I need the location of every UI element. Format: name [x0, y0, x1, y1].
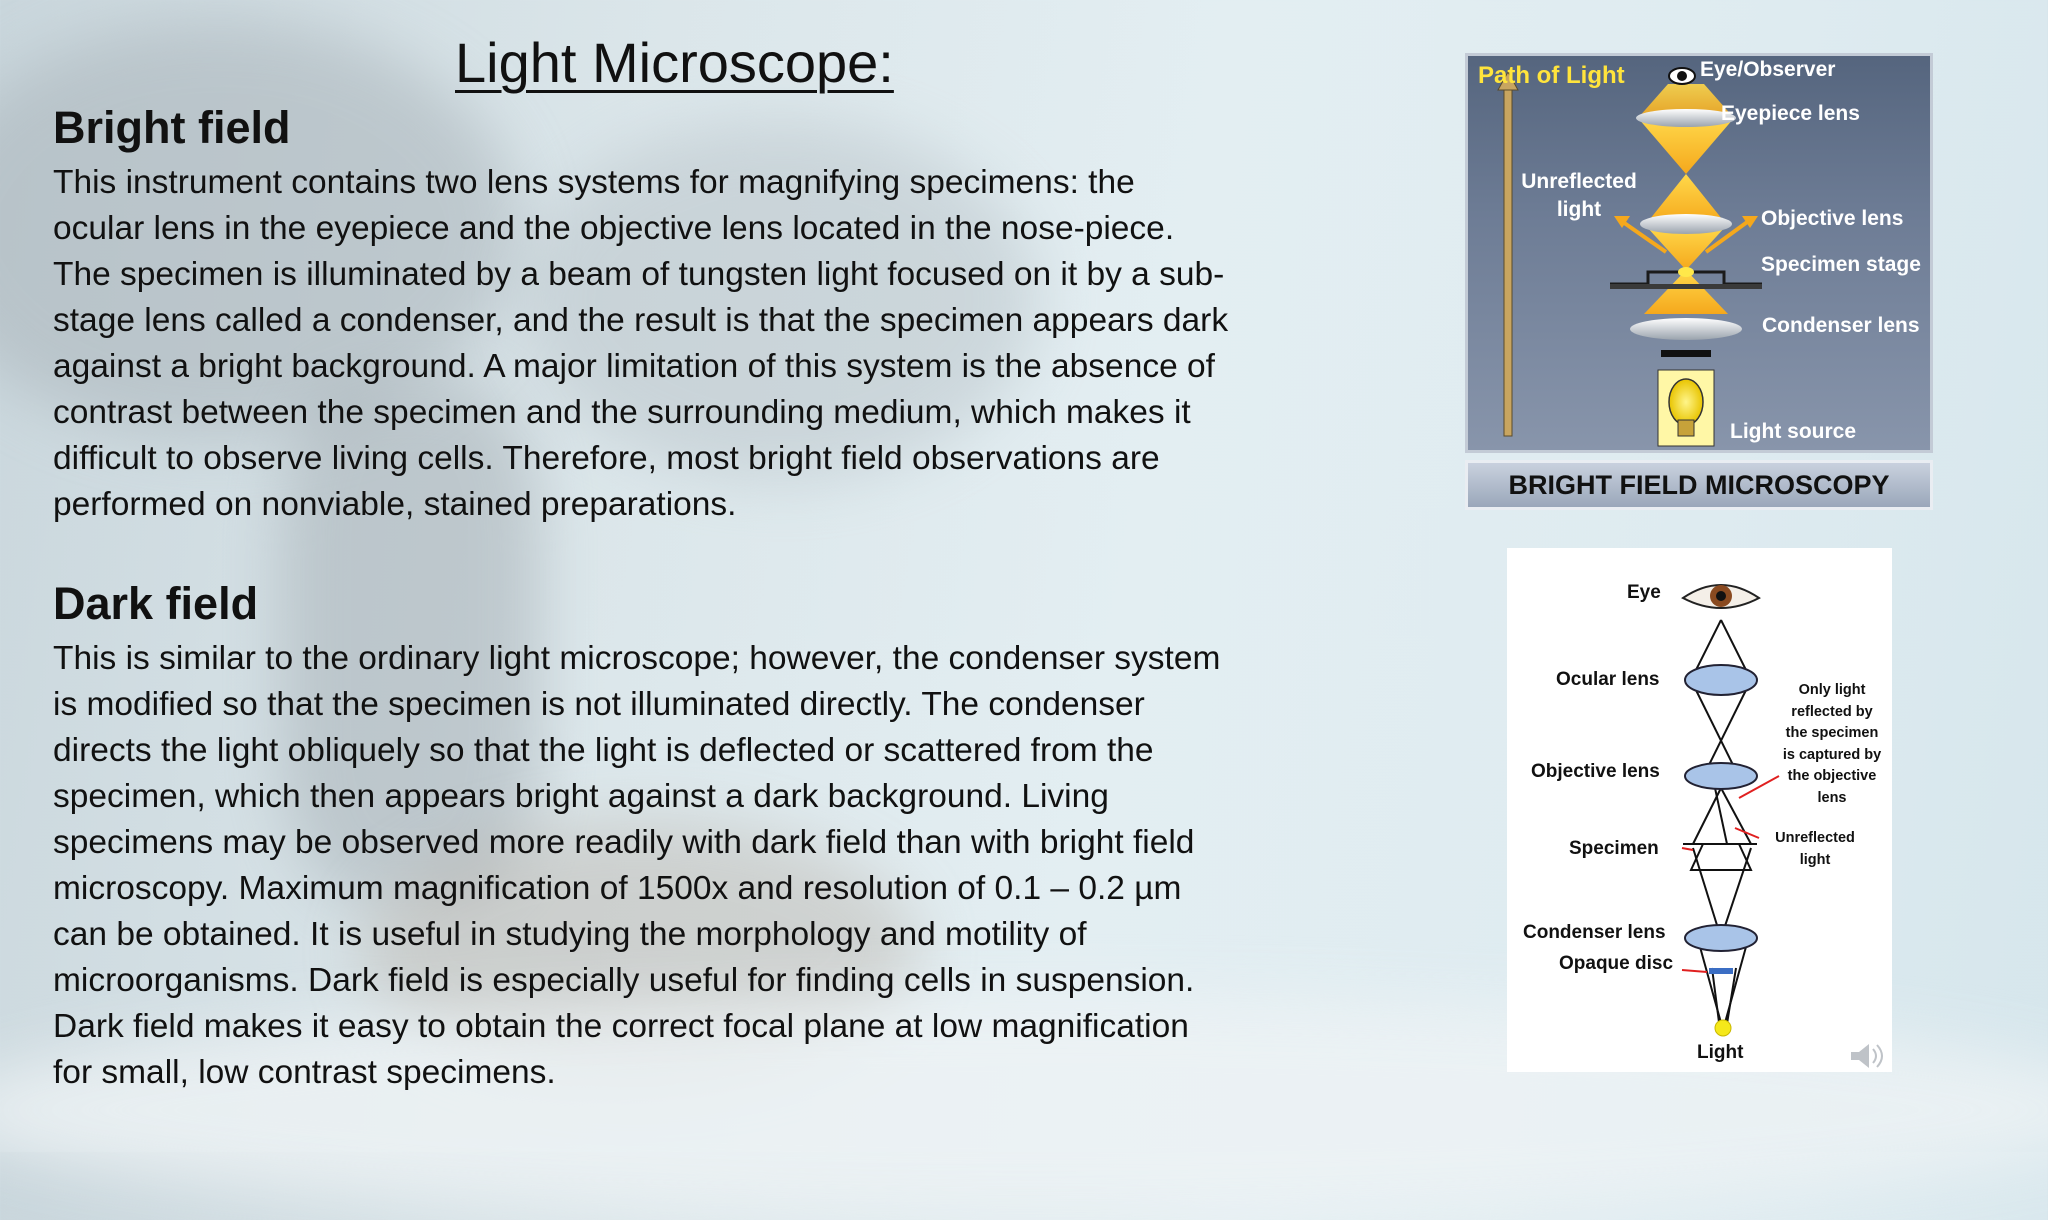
paragraph-line: contrast between the specimen and the surrounding medium, which makes it: [53, 394, 1191, 431]
note-line: the objective: [1787, 768, 1877, 784]
paragraph-line: is modified so that the specimen is not illuminated directly. The condenser: [53, 686, 1145, 723]
paragraph-line: against a bright background. A major limitation of this system is the absence of: [53, 348, 1215, 385]
eye-observer-label: Eye/Observer: [1700, 58, 1836, 81]
paragraph-line: Dark field makes it easy to obtain the correct focal plane at low magnification: [53, 1008, 1189, 1045]
specimen-stage-shape: [1610, 284, 1762, 289]
objective-lens-label: Objective lens: [1531, 761, 1660, 782]
note-line: light: [1799, 851, 1831, 868]
condenser-lens-label: Condenser lens: [1523, 922, 1666, 943]
path-arrow-shaft: [1504, 86, 1512, 436]
objective-lens-shape: [1685, 763, 1757, 789]
bulb-base: [1678, 420, 1694, 436]
bulb-shape: [1669, 379, 1703, 425]
reflected-light-note: [1777, 680, 1887, 809]
paragraph-line: specimens may be observed more readily with dark field than with bright field: [53, 824, 1195, 861]
specimen-stage-label: Specimen stage: [1761, 253, 1921, 276]
eye-icon: [1669, 68, 1695, 84]
bright-field-diagram: [1465, 53, 1933, 453]
condenser-lens-shape: [1685, 925, 1757, 951]
note-line: Unreflected: [1775, 830, 1855, 846]
note-line: reflected by: [1791, 703, 1873, 720]
dark-field-heading: Dark field: [53, 578, 259, 629]
light-source-label: Light source: [1730, 420, 1857, 443]
paragraph-line: The specimen is illuminated by a beam of tungsten light focused on it by a sub-: [53, 256, 1225, 293]
unreflected-label: Unreflected: [1521, 170, 1637, 193]
paragraph-line: performed on nonviable, stained preparations.: [53, 486, 737, 523]
dark-field-diagram: [1507, 548, 1892, 1072]
path-of-light-label: Path of Light: [1478, 62, 1625, 89]
paragraph-line: microorganisms. Dark field is especially useful for finding cells in suspension.: [53, 962, 1195, 999]
paragraph-line: This instrument contains two lens systems for magnifying specimens: the: [53, 164, 1135, 201]
paragraph-line: difficult to observe living cells. Therefore, most bright field observations are: [53, 440, 1160, 477]
condenser-lens-shape: [1630, 318, 1742, 340]
bright-field-heading: Bright field: [53, 102, 291, 153]
specimen-label: Specimen: [1569, 838, 1659, 859]
dark-field-paragraph: [53, 636, 1303, 1096]
bright-field-paragraph: [53, 160, 1303, 528]
paragraph-line: can be obtained. It is useful in studying the morphology and motility of: [53, 916, 1087, 953]
note-line: is captured by: [1782, 746, 1882, 763]
opaque-disc-label: Opaque disc: [1559, 953, 1674, 974]
paragraph-line: This is similar to the ordinary light microscope; however, the condenser system: [53, 640, 1221, 677]
paragraph-line: ocular lens in the eyepiece and the objective lens located in the nose-piece.: [53, 210, 1175, 247]
eye-label: Eye: [1627, 582, 1661, 603]
condenser-lens-label: Condenser lens: [1762, 314, 1920, 337]
specimen-shape: [1691, 844, 1751, 870]
specimen-shape: [1678, 267, 1694, 277]
objective-lens-label: Objective lens: [1761, 207, 1904, 230]
light-label: Light: [1697, 1042, 1744, 1063]
opaque-disc-shape: [1709, 968, 1733, 974]
objective-lens-shape: [1640, 214, 1732, 234]
unreflected-light-note: [1765, 828, 1865, 871]
eye-icon: [1683, 585, 1759, 608]
ocular-lens-label: Ocular lens: [1556, 669, 1660, 690]
diaphragm-shape: [1661, 350, 1711, 357]
paragraph-line: stage lens called a condenser, and the result is that the specimen appears dark: [53, 302, 1229, 339]
note-line: the specimen: [1785, 725, 1879, 741]
paragraph-line: for small, low contrast specimens.: [53, 1054, 556, 1091]
note-line: lens: [1817, 789, 1847, 806]
speaker-icon: [1851, 1044, 1882, 1068]
paragraph-line: directs the light obliquely so that the light is deflected or scattered from the: [53, 732, 1154, 769]
paragraph-line: microscopy. Maximum magnification of 1500x and resolution of 0.1 – 0.2 µm: [53, 870, 1182, 907]
light-dot: [1715, 1020, 1731, 1036]
slide-title: Light Microscope:: [455, 31, 894, 94]
bright-field-caption: BRIGHT FIELD MICROSCOPY: [1465, 460, 1933, 510]
note-line: Only light: [1798, 682, 1866, 698]
dark-field-illustration: [1507, 548, 1892, 1072]
unreflected-light-label: light: [1556, 198, 1602, 221]
paragraph-line: specimen, which then appears bright against a dark background. Living: [53, 778, 1109, 815]
eyepiece-lens-label: Eyepiece lens: [1721, 102, 1860, 125]
ocular-lens-shape: [1685, 665, 1757, 695]
